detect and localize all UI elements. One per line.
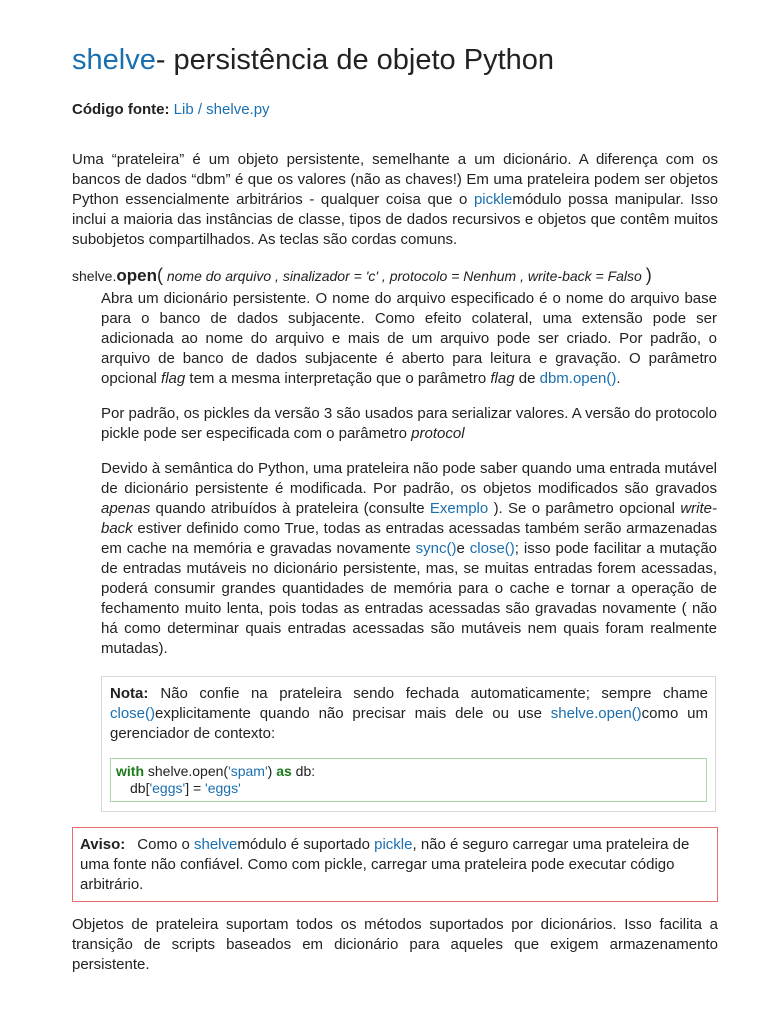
code-var: db: (291, 763, 316, 779)
note-close-link[interactable]: close() (110, 705, 156, 722)
note-text-2: explicitamente quando não precisar mais dele ou use (155, 705, 551, 722)
signature-name: open (116, 266, 157, 285)
code-call: shelve.open( (144, 763, 229, 779)
p1-text-4: . (616, 370, 621, 387)
p1-flag-1: flag (161, 370, 186, 387)
p3-text-5: e (456, 540, 470, 557)
signature-params: nome do arquivo , sinalizador = 'c' , protocolo = Nenhum , write-back = Falso (166, 268, 642, 284)
source-code-label: Código fonte: (72, 101, 170, 118)
warning-pickle-link[interactable]: pickle (374, 836, 413, 853)
function-signature (72, 265, 732, 286)
warning-text-2: módulo é suportado (237, 836, 375, 853)
sync-link[interactable]: sync() (415, 540, 457, 557)
exemplo-link[interactable]: Exemplo (429, 500, 489, 517)
code-line2-a: db[ (130, 780, 150, 796)
warning-text-3: , não é seguro carregar uma prateleira de uma fonte não confiável. Como com pickle, carregar uma prateleira pode executar código arbitrário. (80, 836, 690, 893)
p1-text-2: tem a mesma interpretação que o parâmetro (185, 370, 491, 387)
p3-text-3: ). Se o parâmetro opcional (488, 500, 681, 517)
close-link[interactable]: close() (469, 540, 515, 557)
p3-writeback: write-back (101, 500, 717, 537)
page-title (72, 38, 554, 82)
source-code-line (72, 100, 270, 120)
p2-text-1: Por padrão, os pickles da versão 3 são usados para serializar valores. A versão do protocolo pickle pode ser especificada com o parâmetro (101, 405, 717, 442)
code-string-eggs-value: 'eggs' (205, 780, 241, 796)
page-title-text: - persistência de objeto Python (155, 44, 555, 76)
pickle-link[interactable]: pickle (473, 191, 513, 208)
code-string-eggs-key: 'eggs' (149, 780, 186, 796)
signature-close-paren: ) (645, 265, 652, 285)
p3-text-4: estiver definido como True, todas as entradas acessadas também serão armazenadas em cache na memória e gravadas novamente (101, 520, 717, 557)
p3-text-1: Devido à semântica do Python, uma prateleira não pode saber quando uma entrada mutável de dicionário persistente é modificada. Por padrão, os objetos modificados são gravados (101, 460, 717, 497)
description-paragraph-3 (101, 459, 717, 659)
shelve-module-link[interactable]: shelve (72, 44, 156, 76)
intro-text-2: módulo possa manipular. Isso inclui a maioria das instâncias de classe, tipos de dados recursivos e objetos que contêm muitos subobjetos compartilhados. As teclas são cordas comuns. (72, 191, 718, 248)
code-keyword-with: with (116, 763, 144, 779)
code-line-1 (116, 763, 706, 780)
warning-box (72, 827, 718, 902)
description-paragraph-2 (101, 404, 717, 444)
code-string-spam: 'spam' (228, 763, 268, 779)
code-block (110, 758, 707, 802)
code-keyword-as: as (276, 763, 292, 779)
note-label: Nota: (110, 685, 149, 702)
source-file-link[interactable]: Lib / shelve.py (173, 101, 270, 118)
p1-flag-2: flag (490, 370, 515, 387)
signature-open-paren: ( (156, 265, 163, 285)
note-text (110, 684, 708, 744)
note-shelve-open-link[interactable]: shelve.open() (550, 705, 642, 722)
warning-shelve-link[interactable]: shelve (194, 836, 238, 853)
intro-paragraph (72, 150, 718, 250)
warning-text-1: Como o (137, 836, 194, 853)
p3-apenas: apenas (101, 500, 151, 517)
note-text-1: Não confie na prateleira sendo fechada automaticamente; sempre chame (160, 685, 708, 702)
p1-text-1: Abra um dicionário persistente. O nome do arquivo especificado é o nome do arquivo base para o banco de dados subjacente. Como efeito colateral, uma extensão pode ser adicionada ao nome do arquivo e mais de um arquivo pode ser criado. Por padrão, o arquivo de banco de dados subjacente é aberto para leitura e gravação. O parâmetro opcional (101, 290, 717, 387)
p3-text-6: ; isso pode facilitar a mutação de entradas mutáveis no dicionário persistente, mas, se muitas entradas forem acessadas, poderá consumir grandes quantidades de memória para o cache e tornar a operação de fechamento muito lenta, pois todas as entradas acessadas são gravadas novamente ( não há como determinar quais entradas acessadas são mutáveis nem quais foram realmente mutadas). (101, 540, 718, 657)
warning-text (80, 835, 710, 895)
note-box (101, 676, 716, 812)
closing-paragraph: Objetos de prateleira suportam todos os métodos suportados por dicionários. Isso facilita a transição de scripts baseados em dicionário para aqueles que exigem armazenamento persistente. (72, 916, 718, 973)
dbm-open-link[interactable]: dbm.open() (539, 370, 617, 387)
warning-label: Aviso: (80, 836, 126, 853)
code-line2-b: ] = (185, 780, 206, 796)
signature-prefix: shelve. (72, 268, 117, 284)
note-text-3: como um gerenciador de contexto: (110, 705, 708, 742)
intro-text-1: Uma “prateleira” é um objeto persistente, semelhante a um dicionário. A diferença com os bancos de dados “dbm” é que os valores (não as chaves!) Em uma prateleira podem ser objetos Python essencialmente arbitrários - qualquer coisa que o (72, 151, 718, 208)
p1-text-3: de (514, 370, 540, 387)
code-close: ) (267, 763, 273, 779)
code-line-2 (116, 780, 706, 797)
description-paragraph-1 (101, 289, 717, 389)
p2-protocol: protocol (411, 425, 465, 442)
p3-text-2: quando atribuídos à prateleira (consulte (150, 500, 430, 517)
